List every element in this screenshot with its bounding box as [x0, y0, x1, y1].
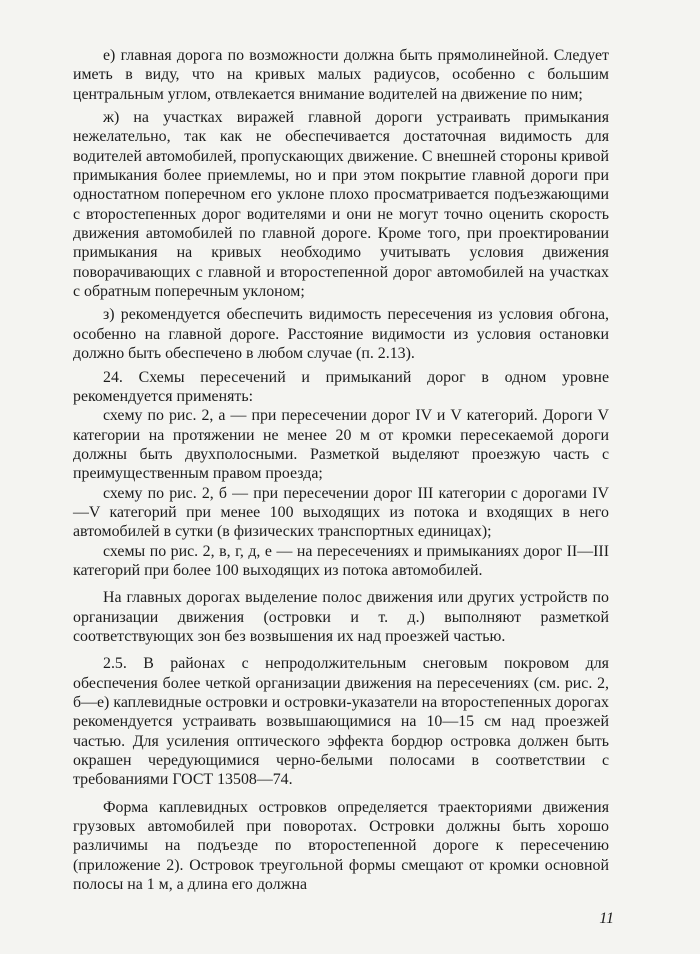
paragraph-scheme-a: схему по рис. 2, а — при пересечении дорог IV и V категорий. Дороги V категории на протяжении не менее 20 м от кромки пересекаемой дороги должны быть двухполосными. Разметкой выделяют проезжую часть с преимущественным правом проезда;	[73, 407, 609, 483]
page-number: 11	[599, 910, 614, 927]
paragraph-zh: ж) на участках виражей главной дороги устраивать примыкания нежелательно, так как не обеспечивается достаточная видимость для водителей автомобилей, пропускающих движение. С внешней стороны кривой примыкания более приемлемы, но и при этом покрытие главной дороги при одностатном поперечном его уклоне плохо просматривается подъезжающими с второстепенных дорог водителями и они не могут точно оценить скорость движения автомобилей по главной дороге. Кроме того, при проектировании примыкания на кривых необходимо учитывать условия движения поворачивающих с главной и второстепенной дорог автомобилей на участках с обратным поперечным уклоном;	[73, 109, 609, 301]
paragraph-scheme-v-e: схемы по рис. 2, в, г, д, е — на пересечениях и примыканиях дорог II—III категорий при более 100 выходящих из потока автомобилей.	[73, 542, 609, 579]
paragraph-2-5: 2.5. В районах с непродолжительным снеговым покровом для обеспечения более четкой организации движения на пересечениях (см. рис. 2, б—е) каплевидные островки и островки-указатели на второстепенных дорогах рекомендуется устраивать возвышающимися на 10—15 см над проезжей частью. Для усиления оптического эффекта бордюр островка должен быть окрашен чередующимися черно-белыми полосами в соответствии с требованиями ГОСТ 13508—74.	[73, 655, 609, 789]
paragraph-island-shape: Форма каплевидных островков определяется траекториями движения грузовых автомобилей при поворотах. Островки должны быть хорошо различимы на подъезде по второстепенной дороге к пересечению (приложение 2). Островок треугольной формы смещают от кромки основной полосы на 1 м, а длина его должна	[73, 798, 609, 894]
paragraph-z: з) рекомендуется обеспечить видимость пересечения из условия обгона, особенно на главной дороге. Расстояние видимости из условия остановки должно быть обеспечено в любом случае (п. 2.13).	[73, 306, 609, 363]
paragraph-scheme-b: схему по рис. 2, б — при пересечении дорог III категории с дорогами IV—V категорий при менее 100 выходящих из потока и входящих в него автомобилей в сутки (в физических транспортных единицах);	[73, 484, 609, 541]
paragraph-2-4: 24. Схемы пересечений и примыканий дорог в одном уровне рекомендуется применять:	[73, 368, 609, 405]
paragraph-e: е) главная дорога по возможности должна быть прямолинейной. Следует иметь в виду, что на кривых малых радиусов, особенно с большим центральным углом, отвлекается внимание водителей на движение по ним;	[73, 47, 609, 103]
document-body	[73, 46, 609, 894]
paragraph-main-roads: На главных дорогах выделение полос движения или других устройств по организации движения (островки и т. д.) выполняют разметкой соответствующих зон без возвышения их над проезжей частью.	[73, 589, 609, 645]
